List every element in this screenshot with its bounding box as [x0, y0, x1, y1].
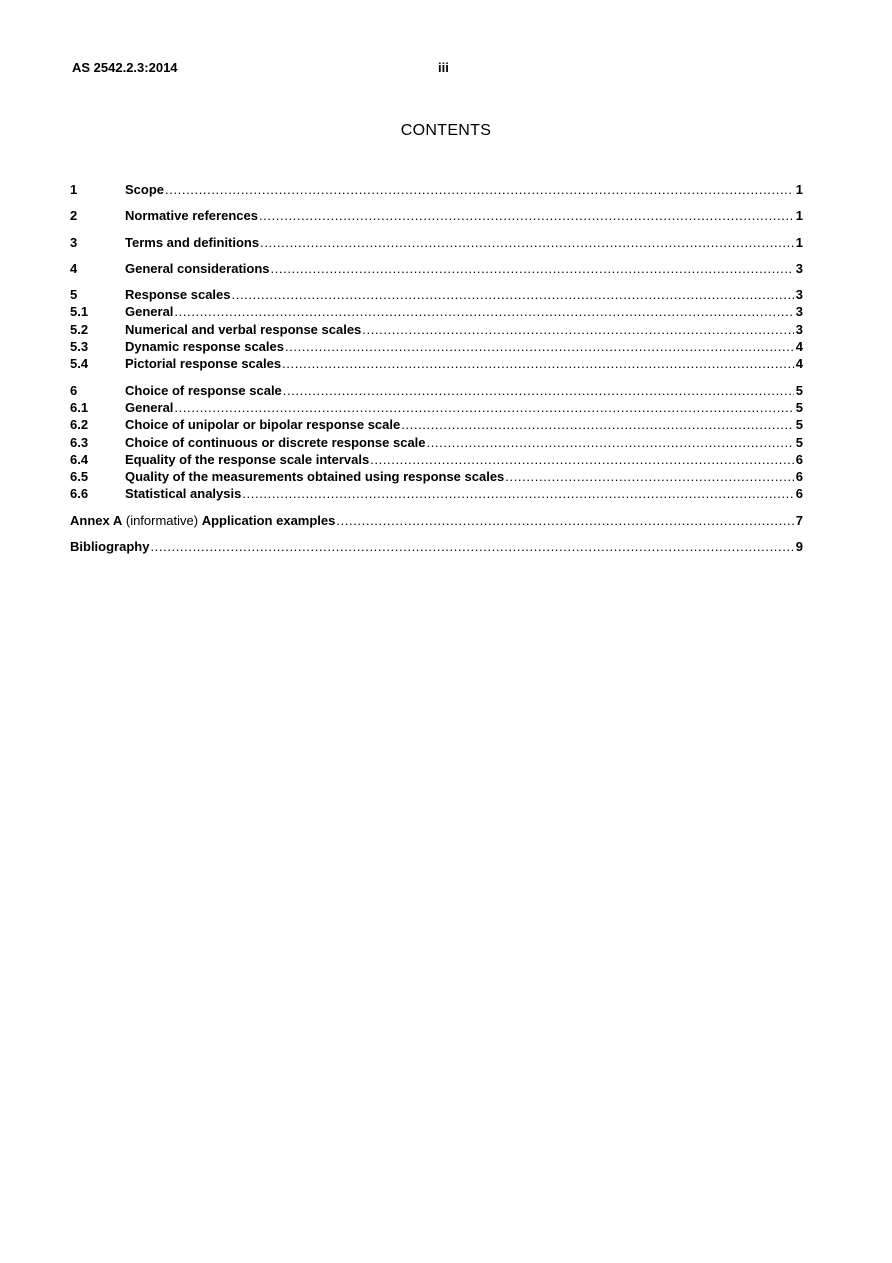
- toc-entry-number: 5.3: [70, 339, 89, 355]
- toc-entry-label: Choice of unipolar or bipolar response scale: [125, 417, 401, 433]
- toc-dot-leader: [232, 286, 794, 303]
- toc-entry[interactable]: [70, 321, 803, 338]
- toc-group: [70, 181, 803, 198]
- toc-entry[interactable]: [70, 468, 803, 485]
- toc-entry-page: 6: [795, 486, 803, 502]
- toc-entry[interactable]: [70, 260, 803, 277]
- toc-entry-page: 5: [795, 417, 803, 433]
- page-number-roman: iii: [438, 60, 449, 75]
- toc-entry-page: 3: [795, 287, 803, 303]
- toc-group: [70, 260, 803, 277]
- toc-group: [70, 382, 803, 503]
- toc-entry-page: 1: [795, 182, 803, 197]
- toc-entry[interactable]: [70, 382, 803, 399]
- toc-dot-leader: [362, 321, 794, 338]
- toc-entry-number: 6.5: [70, 469, 89, 485]
- toc-entry-page: 5: [795, 382, 803, 398]
- annex-qualifier: (informative): [122, 512, 202, 528]
- toc-entry-label: Scope: [125, 182, 165, 197]
- toc-entry-page: 4: [795, 356, 803, 372]
- toc-entry-number: 6.1: [70, 399, 89, 415]
- page-title: CONTENTS: [400, 122, 492, 139]
- toc-entry-bibliography[interactable]: [70, 538, 803, 555]
- toc-entry[interactable]: [70, 416, 803, 433]
- toc-dot-leader: [285, 338, 794, 355]
- toc-entry[interactable]: [70, 181, 803, 198]
- toc-entry-label: Choice of continuous or discrete response scale: [125, 434, 426, 450]
- toc-dot-leader: [165, 181, 794, 198]
- toc-dot-leader: [505, 468, 794, 485]
- toc-entry-number: 6.6: [70, 486, 89, 502]
- toc-group: [70, 538, 803, 555]
- toc-entry-number: 5.1: [70, 304, 89, 320]
- toc-entry-page: 3: [795, 304, 803, 320]
- toc-entry-label: Equality of the response scale intervals: [125, 451, 370, 467]
- toc-entry-label: Choice of response scale: [125, 382, 282, 398]
- toc-entry-number: 6.4: [70, 451, 89, 467]
- toc-group: [70, 207, 803, 224]
- toc-dot-leader: [242, 485, 794, 502]
- toc-dot-leader: [174, 399, 794, 416]
- toc-entry-page: 3: [795, 321, 803, 337]
- toc-entry-label: Dynamic response scales: [125, 339, 284, 355]
- toc-group: [70, 286, 803, 372]
- toc-dot-leader: [259, 207, 794, 224]
- toc-entry-label: General considerations: [125, 260, 270, 276]
- toc-dot-leader: [282, 355, 794, 372]
- toc-entry[interactable]: [70, 399, 803, 416]
- standard-number: AS 2542.2.3:2014: [72, 60, 178, 75]
- toc-entry-page: 3: [795, 260, 803, 276]
- toc-entry-number: 6.3: [70, 434, 89, 450]
- toc-entry-label: [70, 512, 335, 529]
- toc-entry[interactable]: [70, 338, 803, 355]
- annex-prefix: Annex A: [70, 512, 123, 528]
- toc-entry-number: 1: [70, 182, 78, 197]
- toc-entry[interactable]: [70, 207, 803, 224]
- toc-dot-leader: [283, 382, 794, 399]
- toc-entry-annex[interactable]: [70, 512, 803, 529]
- toc-entry[interactable]: [70, 355, 803, 372]
- toc-entry[interactable]: [70, 234, 803, 251]
- toc-dot-leader: [150, 538, 794, 555]
- toc-dot-leader: [401, 416, 794, 433]
- toc-entry-label: Quality of the measurements obtained using response scales: [125, 469, 505, 485]
- toc-entry-label: Response scales: [125, 287, 231, 303]
- toc-entry-page: 9: [795, 539, 803, 555]
- toc-entry-number: 6.2: [70, 417, 89, 433]
- toc-entry-number: 6: [70, 382, 78, 398]
- toc-entry-label: Pictorial response scales: [125, 356, 282, 372]
- toc-entry-label: General: [125, 399, 174, 415]
- toc-dot-leader: [370, 451, 794, 468]
- toc-entry-number: 4: [70, 260, 78, 276]
- toc-entry[interactable]: [70, 485, 803, 502]
- table-of-contents: [70, 181, 803, 564]
- toc-entry-label: Numerical and verbal response scales: [125, 321, 362, 337]
- toc-group: [70, 512, 803, 529]
- toc-entry-label: Terms and definitions: [125, 234, 260, 250]
- toc-entry-page: 6: [795, 451, 803, 467]
- toc-dot-leader: [260, 234, 794, 251]
- toc-dot-leader: [336, 512, 794, 529]
- toc-entry-page: 6: [795, 469, 803, 485]
- toc-entry-label: Statistical analysis: [125, 486, 242, 502]
- toc-entry-page: 1: [795, 208, 803, 224]
- annex-title: Application examples: [201, 512, 336, 528]
- toc-dot-leader: [271, 260, 795, 277]
- toc-entry-number: 3: [70, 234, 78, 250]
- toc-entry[interactable]: [70, 303, 803, 320]
- toc-entry-page: 5: [795, 399, 803, 415]
- toc-entry-number: 2: [70, 208, 78, 224]
- toc-dot-leader: [174, 303, 794, 320]
- toc-entry-label: Normative references: [125, 208, 258, 224]
- toc-entry-page: 1: [795, 234, 803, 250]
- toc-entry[interactable]: [70, 286, 803, 303]
- toc-entry-page: 7: [795, 512, 803, 528]
- toc-entry-number: 5.2: [70, 321, 89, 337]
- toc-entry-label: General: [125, 304, 174, 320]
- toc-group: [70, 234, 803, 251]
- toc-entry[interactable]: [70, 434, 803, 451]
- toc-entry-number: 5: [70, 287, 78, 303]
- toc-dot-leader: [427, 434, 794, 451]
- toc-entry-label: Bibliography: [70, 539, 150, 555]
- toc-entry-page: 4: [795, 339, 803, 355]
- toc-entry-number: 5.4: [70, 356, 89, 372]
- toc-entry-page: 5: [795, 434, 803, 450]
- toc-entry[interactable]: [70, 451, 803, 468]
